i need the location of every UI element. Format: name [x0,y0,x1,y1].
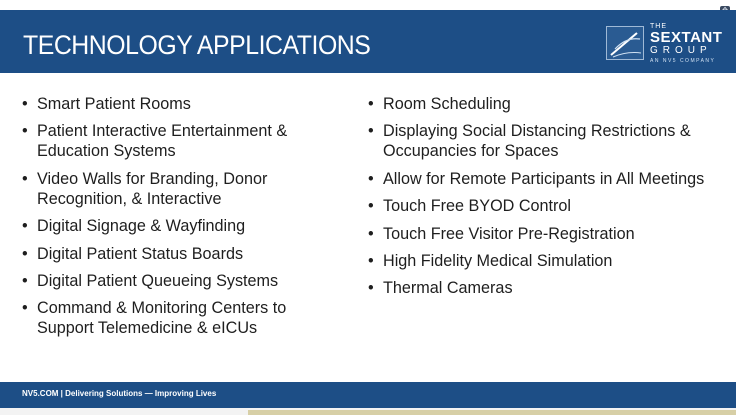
top-strip [0,0,736,8]
bullet-text: Video Walls for Branding, Donor Recognition, & Interactive [37,169,268,208]
bullet-item [366,121,711,161]
bullet-item [366,224,711,244]
bullet-text: Digital Patient Status Boards [37,244,244,263]
bullet-icon: • [368,197,374,216]
slide-title: TECHNOLOGY APPLICATIONS [23,30,371,60]
bullet-text: High Fidelity Medical Simulation [383,251,613,270]
bullet-icon: • [22,244,28,263]
footer-tagline: NV5.COM | Delivering Solutions — Improving Lives [22,389,217,398]
bullet-item [366,251,711,271]
bullet-item [20,94,340,114]
bullet-text: Room Scheduling [383,95,511,113]
bullet-icon: • [368,224,374,243]
bullet-item [366,278,711,298]
bullet-icon: • [368,169,374,188]
sextant-logo-icon [606,26,644,60]
bullet-icon: • [22,122,28,141]
logo-line-2: SEXTANT [650,29,723,46]
logo-wordmark [650,23,722,65]
bullet-text: Touch Free Visitor Pre-Registration [383,224,635,243]
bullet-item [20,169,340,209]
bullet-icon: • [22,217,28,236]
logo-line-4: AN NV5 COMPANY [650,58,716,64]
bullet-item [20,271,340,291]
bullet-item [366,196,711,216]
bullet-icon: • [22,169,28,188]
bullet-item [20,244,340,264]
left-bullet-list [20,94,340,346]
bullet-text: Command & Monitoring Centers to Support Telemedicine & eICUs [37,299,287,338]
right-bullet-list [366,94,711,306]
bullet-icon: • [22,271,28,290]
bullet-icon: • [368,251,374,270]
bullet-item [20,298,340,338]
bullet-text: Smart Patient Rooms [37,95,191,113]
bullet-text: Displaying Social Distancing Restrictions & Occupancies for Spaces [383,122,691,161]
bullet-icon: • [368,122,374,141]
bullet-text: Digital Patient Queueing Systems [37,271,279,290]
bullet-text: Allow for Remote Participants in All Meetings [383,169,705,188]
logo-line-3: GROUP [650,45,712,56]
bullet-icon: • [22,95,28,113]
company-logo [606,20,730,68]
logo-line-1: THE [650,23,667,30]
bullet-item [20,121,340,161]
bullet-icon: • [368,95,374,113]
bullet-item [366,94,711,114]
bullet-item [366,169,711,189]
bullet-text: Patient Interactive Entertainment & Education Systems [37,122,288,161]
bullet-icon: • [368,279,374,298]
bullet-text: Digital Signage & Wayfinding [37,217,246,236]
bullet-text: Touch Free BYOD Control [383,197,572,216]
bullet-item [20,216,340,236]
bullet-icon: • [22,299,28,318]
footer-bar [0,382,736,408]
bullet-text: Thermal Cameras [383,279,513,298]
bottom-accent-bar [248,410,736,415]
